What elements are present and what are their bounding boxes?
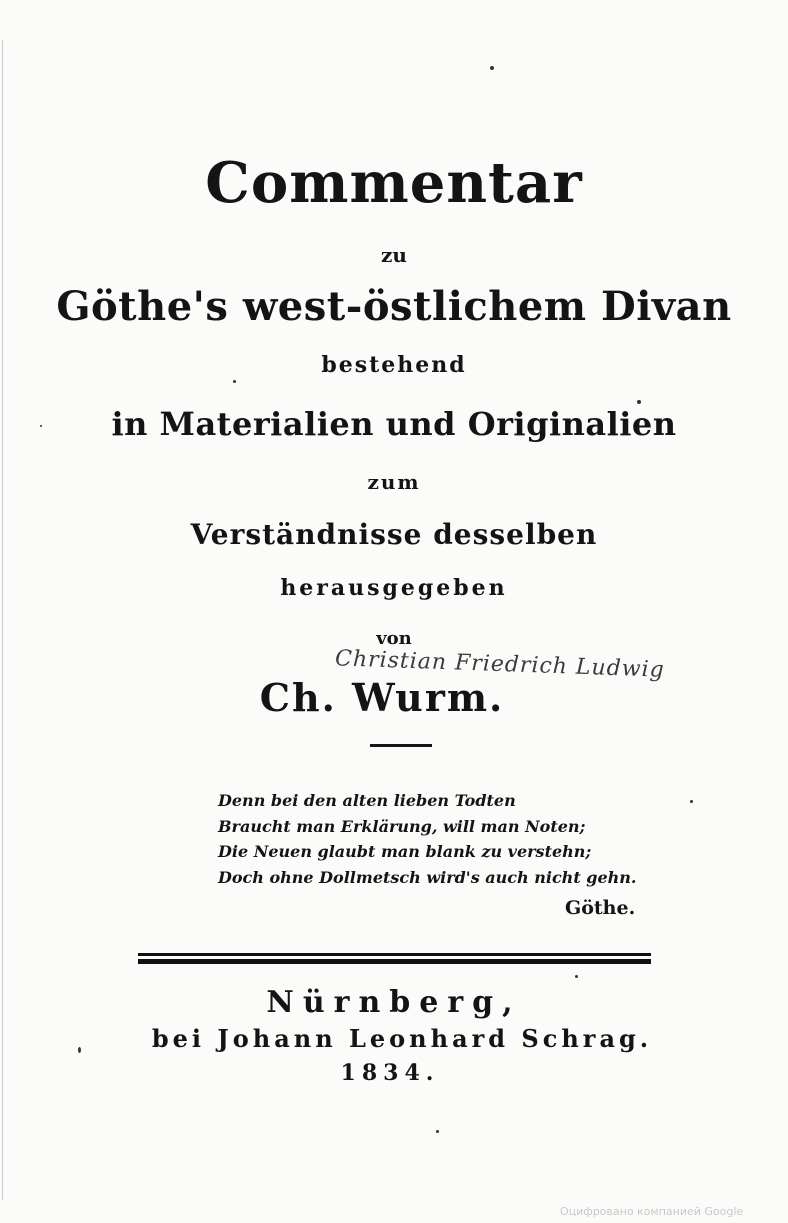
scan-speck <box>690 800 693 803</box>
scan-speck <box>40 425 42 427</box>
book-title: Commentar <box>205 150 583 216</box>
epigraph-line: Denn bei den alten lieben Todten <box>218 791 516 810</box>
double-rule-thin <box>138 953 651 956</box>
imprint-city: Nürnberg, <box>266 985 522 1020</box>
epigraph-line: Braucht man Erklärung, will man Noten; <box>218 816 586 836</box>
author-name: Ch. Wurm. <box>259 675 505 720</box>
text-verstaendnisse: Verständnisse desselben <box>190 518 598 551</box>
text-materialien: in Materialien und Originalien <box>111 405 677 443</box>
text-von: von <box>376 628 412 649</box>
scan-speck <box>436 1130 439 1133</box>
text-herausgegeben: herausgegeben <box>280 575 508 601</box>
short-divider-rule <box>370 744 432 747</box>
double-rule-thick <box>138 959 651 964</box>
epigraph-line: Die Neuen glaubt man blank zu verstehn; <box>218 842 592 861</box>
text-bestehend: bestehend <box>321 352 467 378</box>
scan-speck <box>575 975 578 978</box>
digitization-watermark: Оцифровано компанией Google <box>560 1205 744 1218</box>
epigraph <box>218 788 638 890</box>
text-zum: zum <box>367 470 421 494</box>
handwritten-annotation: Christian Friedrich Ludwig <box>334 646 666 683</box>
scan-speck <box>233 380 236 383</box>
connector-zu: zu <box>381 243 407 267</box>
epigraph-attribution: Göthe. <box>565 897 636 919</box>
epigraph-line: Doch ohne Dollmetsch wird's auch nicht gehn. <box>218 867 637 887</box>
scan-speck <box>490 66 494 70</box>
imprint-publisher: bei Johann Leonhard Schrag. <box>151 1024 653 1053</box>
scan-speck <box>637 400 641 404</box>
book-subtitle: Göthe's west-östlichem Divan <box>56 283 732 330</box>
scan-speck <box>78 1047 81 1053</box>
imprint-year: 1834. <box>340 1060 440 1086</box>
